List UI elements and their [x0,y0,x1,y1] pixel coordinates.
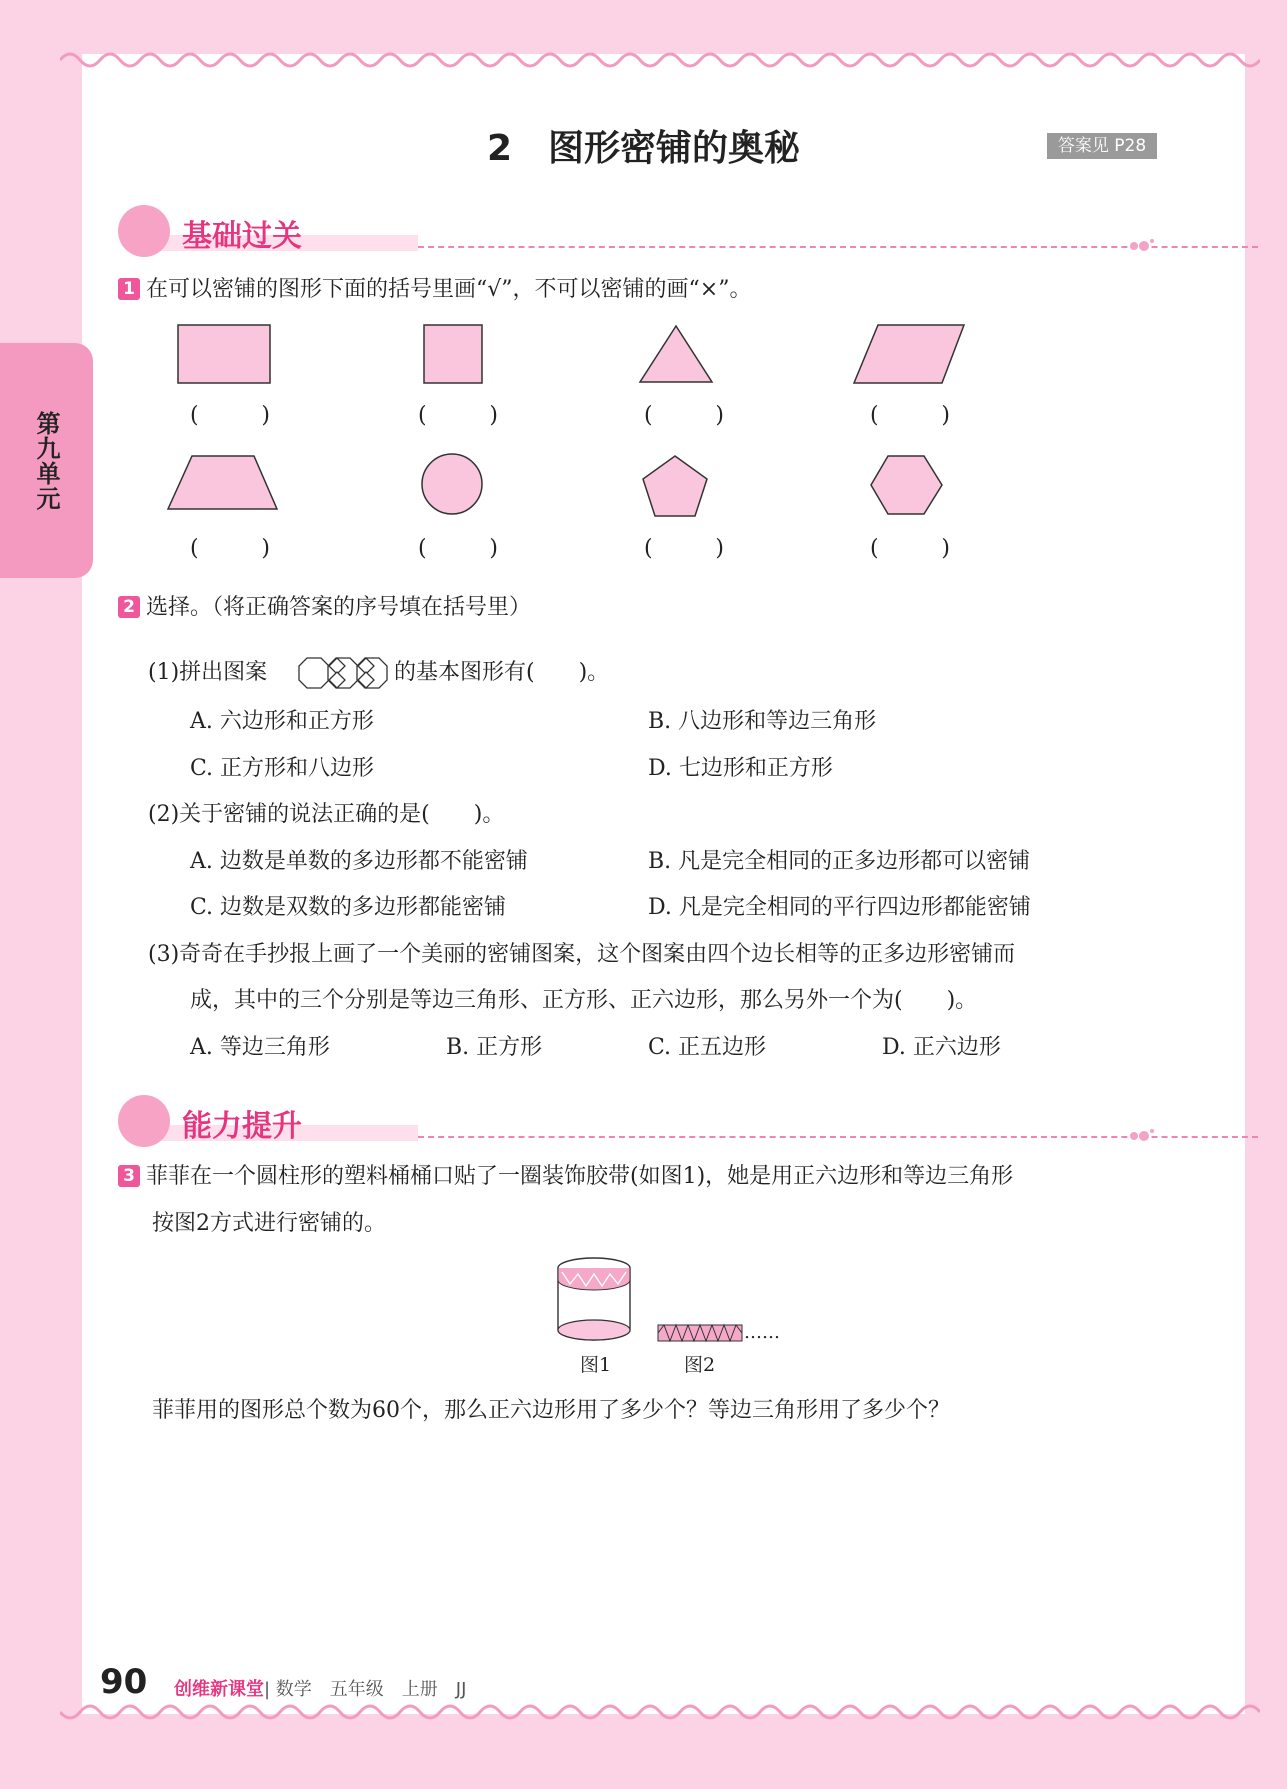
footer-info [174,1675,466,1701]
unit-side-tab-label: 第九单元 [32,410,60,511]
hexagon-triangle-strip-figure [656,1322,746,1346]
q2-sub3-option-d[interactable]: D. 正六边形 [882,1035,1001,1060]
answer-paren-1[interactable]: ( ) [190,403,270,428]
q2-sub1-suffix: 的基本图形有( )。 [394,660,610,685]
mascot-icon [118,205,170,257]
answer-paren-2[interactable]: ( ) [418,403,498,428]
dots-icon [1128,237,1158,255]
q2-sub2-option-b[interactable]: B. 凡是完全相同的正多边形都可以密铺 [648,849,1031,874]
question-number: 3 [118,1165,140,1187]
answer-paren-8[interactable]: ( ) [870,536,950,561]
figure-2-label: 图2 [684,1354,716,1376]
footer-brand: 创维新课堂 [174,1679,264,1700]
wavy-border-bottom [60,1700,1260,1730]
question-3 [118,1162,1013,1192]
question-2 [118,593,531,623]
q2-sub1-option-b[interactable]: B. 八边形和等边三角形 [648,709,877,734]
question-3-text-line2: 按图2方式进行密铺的。 [152,1211,386,1236]
section-header-advanced [118,1095,1163,1151]
q2-sub2-option-a[interactable]: A. 边数是单数的多边形都不能密铺 [190,849,528,874]
q2-sub3-line2: 成，其中的三个分别是等边三角形、正方形、正六边形，那么另外一个为( )。 [190,988,978,1013]
question-1 [118,275,751,305]
figure-1-label: 图1 [580,1354,612,1376]
question-3-prompt: 菲菲用的图形总个数为60个，那么正六边形用了多少个？等边三角形用了多少个？ [152,1398,950,1423]
page-number: 90 [100,1662,148,1702]
section-header-basic [118,205,1163,261]
cylinder-bucket-figure [550,1250,640,1350]
question-1-text: 在可以密铺的图形下面的括号里画“√”，不可以密铺的画“×”。 [146,277,752,302]
octagon-square-pattern-icon [298,652,388,694]
footer-details: | 数学 五年级 上册 JJ [264,1679,467,1700]
answer-paren-7[interactable]: ( ) [644,536,724,561]
answer-paren-5[interactable]: ( ) [190,536,270,561]
q2-sub1-option-d[interactable]: D. 七边形和正方形 [648,756,833,781]
strip-ellipsis: …… [744,1322,780,1343]
answer-paren-4[interactable]: ( ) [870,403,950,428]
q2-sub3-option-c[interactable]: C. 正五边形 [648,1035,767,1060]
q2-sub2-option-d[interactable]: D. 凡是完全相同的平行四边形都能密铺 [648,895,1031,920]
section-title-advanced: 能力提升 [182,1109,302,1144]
unit-side-tab [0,343,93,578]
q2-sub1-option-a[interactable]: A. 六边形和正方形 [190,709,374,734]
question-2-text: 选择。（将正确答案的序号填在括号里） [146,595,532,620]
q2-sub3-option-a[interactable]: A. 等边三角形 [190,1035,330,1060]
answer-paren-3[interactable]: ( ) [644,403,724,428]
question-3-text-line1: 菲菲在一个圆柱形的塑料桶桶口贴了一圈装饰胶带(如图1)，她是用正六边形和等边三角形 [146,1164,1014,1189]
q2-sub3-line1: (3)奇奇在手抄报上画了一个美丽的密铺图案，这个图案由四个边长相等的正多边形密铺而 [148,942,1016,967]
answer-reference-tag: 答案见 P28 [1047,133,1157,159]
q2-sub3-option-b[interactable]: B. 正方形 [446,1035,543,1060]
question-number: 1 [118,278,140,300]
section-title-basic: 基础过关 [182,219,302,254]
q2-sub2-option-c[interactable]: C. 边数是双数的多边形都能密铺 [190,895,507,920]
mascot-icon [118,1095,170,1147]
page-title: 2 图形密铺的奥秘 [486,128,801,169]
wavy-border-top [60,40,1260,70]
q2-sub1-option-c[interactable]: C. 正方形和八边形 [190,756,375,781]
q2-sub1-prefix: (1)拼出图案 [148,660,268,685]
question-number: 2 [118,596,140,618]
answer-paren-6[interactable]: ( ) [418,536,498,561]
dots-icon [1128,1127,1158,1145]
q2-sub2: (2)关于密铺的说法正确的是( )。 [148,802,505,827]
